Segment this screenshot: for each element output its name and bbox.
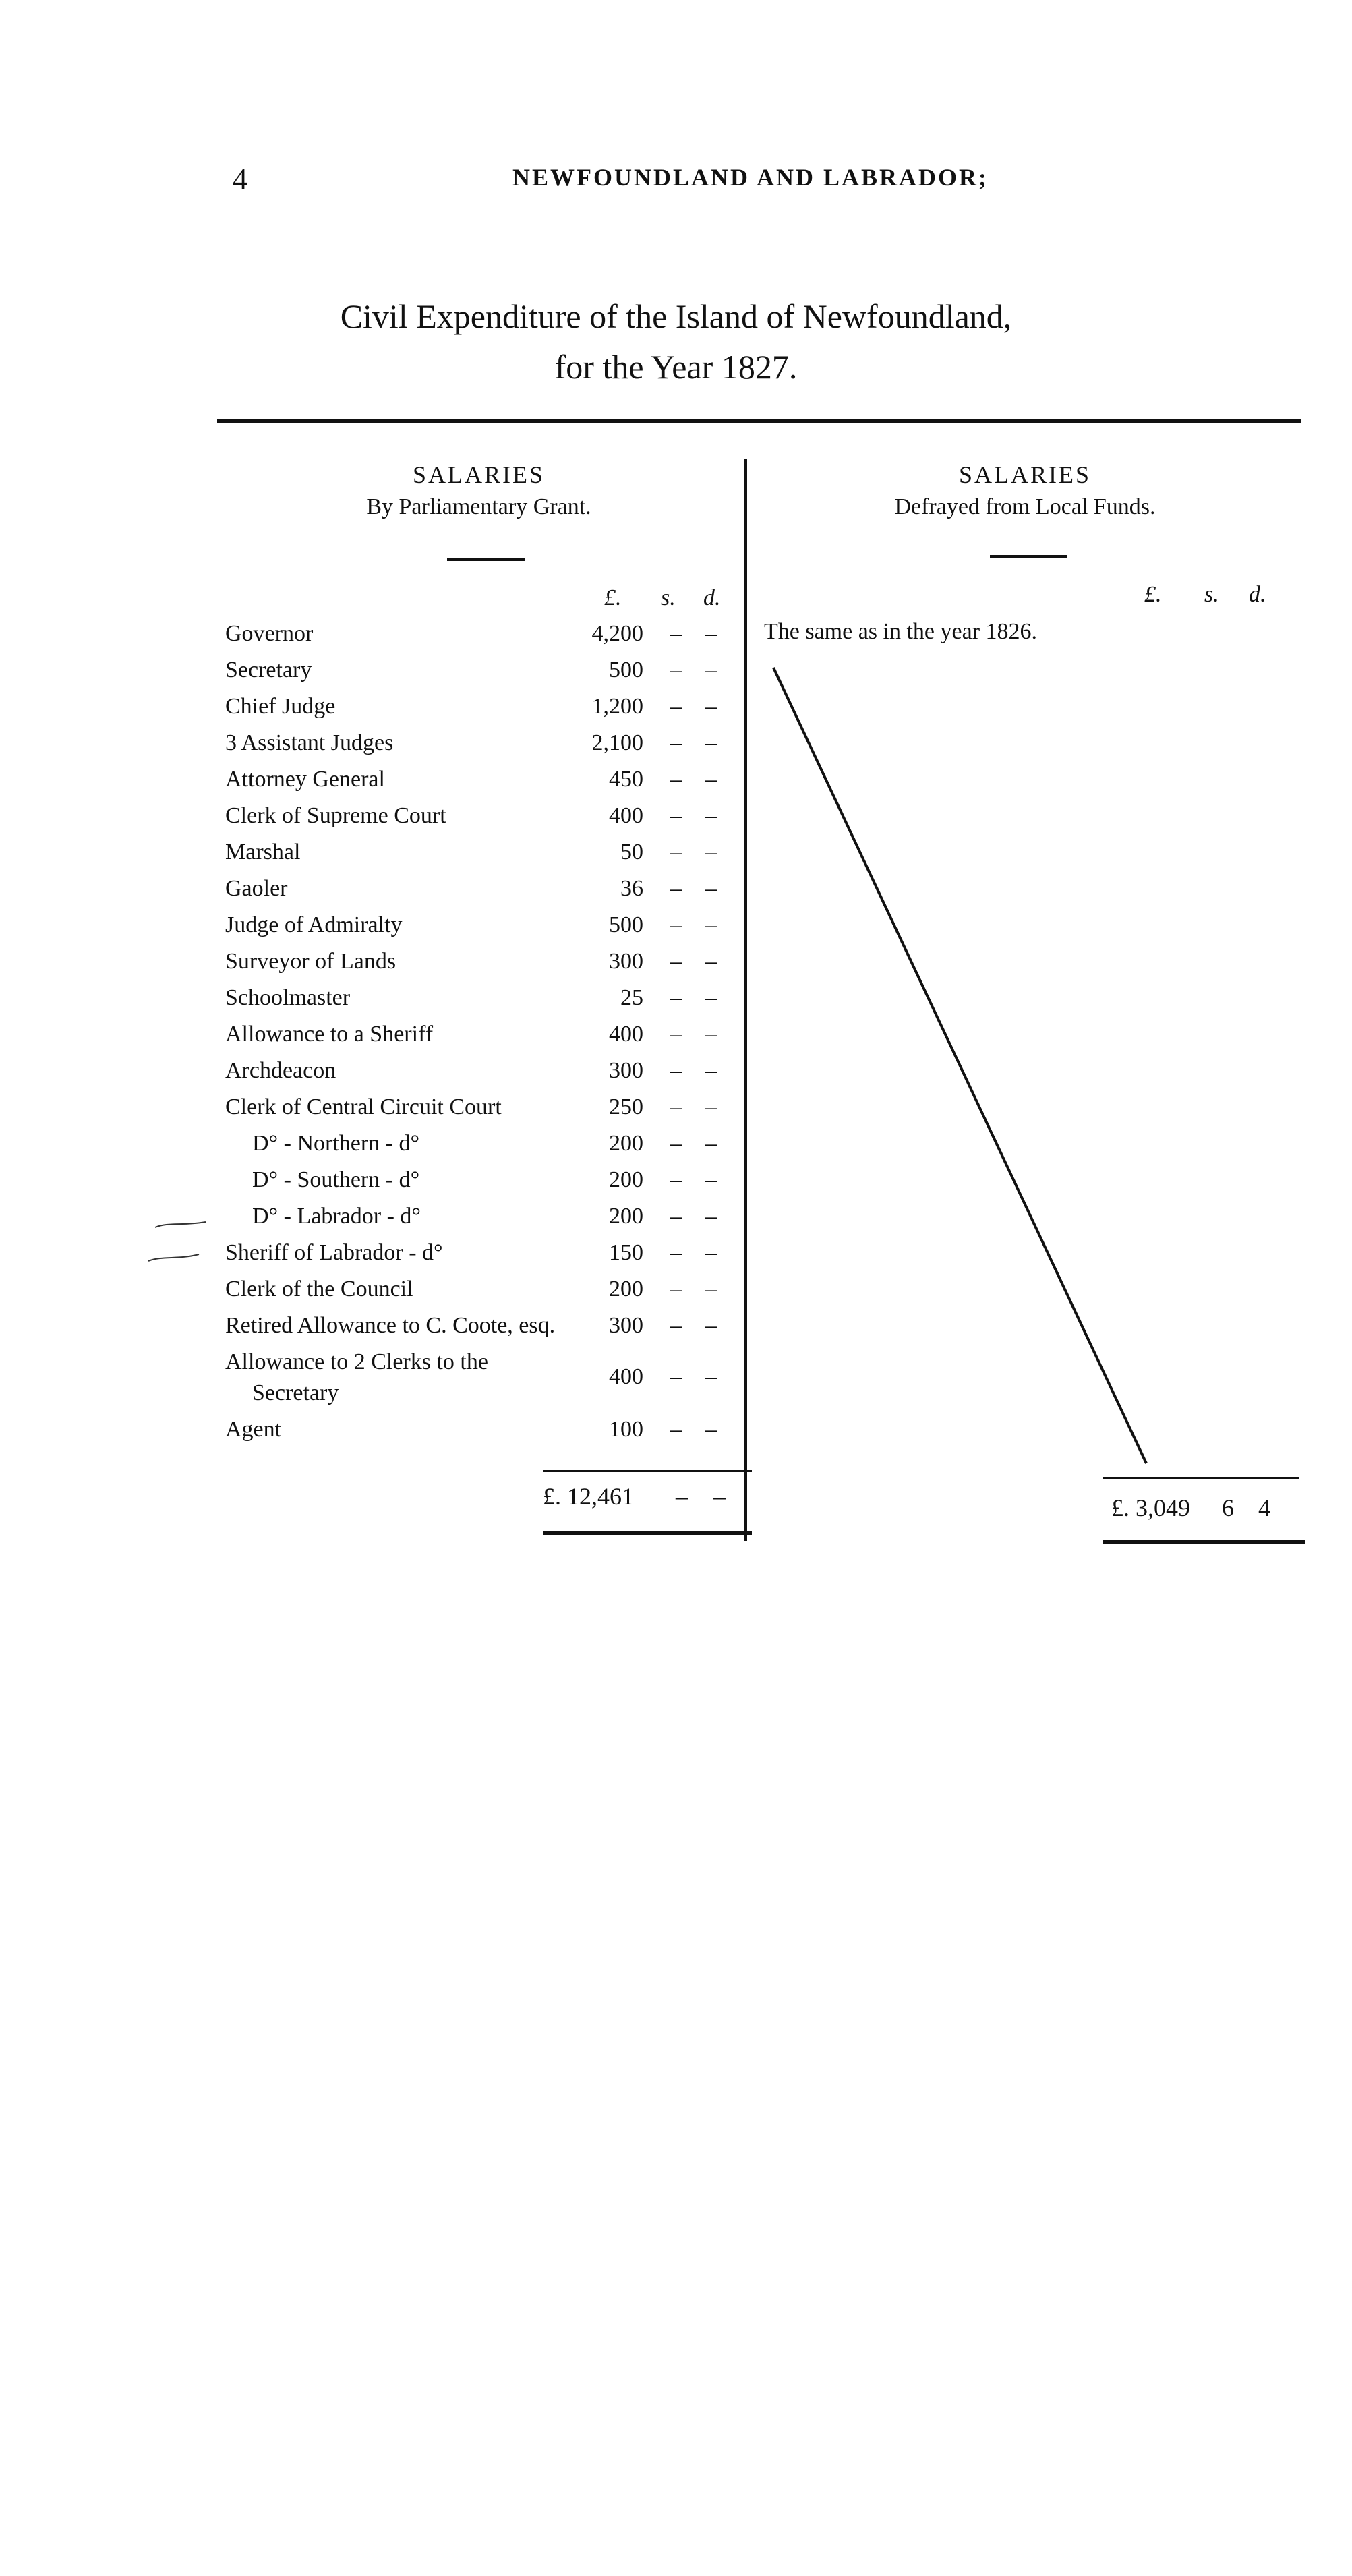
row-label: Retired Allowance to C. Coote, esq.: [225, 1313, 556, 1338]
row-shillings: –: [670, 1094, 682, 1119]
right-pence-header: d.: [1249, 582, 1266, 607]
row-pence: –: [705, 1022, 717, 1047]
right-pounds-header: £.: [1144, 582, 1162, 607]
row-label: Surveyor of Lands: [225, 949, 396, 974]
row-pence: –: [705, 840, 717, 865]
row-pence: –: [705, 1204, 717, 1229]
left-pence-header: d.: [703, 585, 721, 610]
right-total-double-rule: [1103, 1540, 1305, 1544]
right-total-rule: [1103, 1477, 1299, 1479]
row-pounds: 500: [609, 912, 643, 937]
left-total-pence: –: [713, 1483, 726, 1510]
row-pounds: 200: [609, 1167, 643, 1192]
row-shillings: –: [670, 1313, 682, 1338]
row-pounds: 2,100: [591, 730, 643, 755]
row-shillings: –: [670, 1131, 682, 1156]
row-pence: –: [705, 767, 717, 792]
row-pounds: 1,200: [591, 694, 643, 719]
row-shillings: –: [670, 621, 682, 646]
row-pounds: 450: [609, 767, 643, 792]
left-column-heading: SALARIES: [412, 461, 546, 488]
row-pounds: 300: [609, 949, 643, 974]
row-shillings: –: [670, 1167, 682, 1192]
row-shillings: –: [670, 1240, 682, 1265]
row-label: Gaoler: [225, 876, 288, 901]
row-label: Governor: [225, 621, 314, 646]
row-pounds: 25: [620, 985, 643, 1010]
row-pence: –: [705, 730, 717, 755]
row-shillings: –: [670, 803, 682, 828]
row-label-continued: Secretary: [252, 1380, 339, 1405]
row-shillings: –: [670, 730, 682, 755]
row-label: Clerk of Central Circuit Court: [225, 1094, 502, 1119]
row-label: Schoolmaster: [225, 985, 351, 1010]
row-pounds: 200: [609, 1277, 643, 1301]
row-shillings: –: [670, 985, 682, 1010]
left-total-double-rule: [543, 1531, 752, 1535]
row-pence: –: [705, 1417, 717, 1442]
page-number: 4: [233, 163, 247, 196]
right-column-subheading: Defrayed from Local Funds.: [894, 494, 1156, 519]
left-total-amount: £. 12,461: [543, 1483, 634, 1510]
row-shillings: –: [670, 694, 682, 719]
right-column-heading: SALARIES: [958, 461, 1092, 488]
row-pence: –: [705, 1364, 717, 1389]
row-shillings: –: [670, 1204, 682, 1229]
left-total-shillings: –: [676, 1483, 688, 1510]
row-pounds: 200: [609, 1204, 643, 1229]
row-label: Archdeacon: [225, 1058, 336, 1083]
row-pence: –: [705, 1313, 717, 1338]
right-total-pence: 4: [1258, 1494, 1270, 1521]
row-pounds: 400: [609, 803, 643, 828]
row-label: D° - Southern - d°: [252, 1167, 420, 1192]
row-shillings: –: [670, 840, 682, 865]
page-title-line-1: Civil Expenditure of the Island of Newfoundland,: [340, 297, 1012, 335]
row-pounds: 300: [609, 1313, 643, 1338]
row-shillings: –: [670, 1417, 682, 1442]
row-pounds: 400: [609, 1364, 643, 1389]
row-shillings: –: [670, 657, 682, 682]
row-pence: –: [705, 1277, 717, 1301]
row-pence: –: [705, 657, 717, 682]
right-column-note: The same as in the year 1826.: [764, 619, 1038, 644]
row-pounds: 300: [609, 1058, 643, 1083]
right-shillings-header: s.: [1204, 582, 1219, 607]
row-pounds: 400: [609, 1022, 643, 1047]
margin-scribble: [142, 1207, 223, 1275]
row-pence: –: [705, 1094, 717, 1119]
row-shillings: –: [670, 912, 682, 937]
row-pence: –: [705, 1167, 717, 1192]
row-label: D° - Northern - d°: [252, 1131, 420, 1156]
row-label: Marshal: [225, 840, 301, 865]
row-pence: –: [705, 694, 717, 719]
row-pounds: 150: [609, 1240, 643, 1265]
row-pounds: 50: [620, 840, 643, 865]
row-shillings: –: [670, 1277, 682, 1301]
row-label: Allowance to a Sheriff: [225, 1022, 434, 1047]
row-label: Secretary: [225, 657, 312, 682]
row-label: Chief Judge: [225, 694, 336, 719]
row-pounds: 250: [609, 1094, 643, 1119]
row-label: Clerk of Supreme Court: [225, 803, 446, 828]
row-pounds: 200: [609, 1131, 643, 1156]
running-head: NEWFOUNDLAND AND LABRADOR;: [512, 164, 989, 191]
right-total-amount: £. 3,049: [1111, 1494, 1190, 1521]
left-total-rule: [543, 1470, 752, 1472]
row-pence: –: [705, 949, 717, 974]
row-pence: –: [705, 912, 717, 937]
row-shillings: –: [670, 1364, 682, 1389]
page-title-line-2: for the Year 1827.: [554, 348, 798, 386]
row-pounds: 4,200: [591, 621, 643, 646]
row-pence: –: [705, 985, 717, 1010]
left-pounds-header: £.: [604, 585, 622, 610]
row-label: Clerk of the Council: [225, 1277, 413, 1301]
row-shillings: –: [670, 876, 682, 901]
row-pence: –: [705, 803, 717, 828]
row-label: Judge of Admiralty: [225, 912, 403, 937]
left-column-subheading: By Parliamentary Grant.: [366, 494, 591, 519]
row-pence: –: [705, 1131, 717, 1156]
row-pounds: 36: [620, 876, 643, 901]
row-pence: –: [705, 1240, 717, 1265]
row-pence: –: [705, 876, 717, 901]
row-shillings: –: [670, 1058, 682, 1083]
row-pounds: 500: [609, 657, 643, 682]
row-pence: –: [705, 1058, 717, 1083]
row-shillings: –: [670, 767, 682, 792]
left-shillings-header: s.: [661, 585, 676, 610]
row-label: Allowance to 2 Clerks to the: [225, 1349, 488, 1374]
row-shillings: –: [670, 949, 682, 974]
row-pounds: 100: [609, 1417, 643, 1442]
row-label: 3 Assistant Judges: [225, 730, 394, 755]
row-pence: –: [705, 621, 717, 646]
row-label: Sheriff of Labrador - d°: [225, 1240, 443, 1265]
row-shillings: –: [670, 1022, 682, 1047]
right-total-shillings: 6: [1222, 1494, 1234, 1521]
row-label: D° - Labrador - d°: [252, 1204, 421, 1229]
row-label: Agent: [225, 1417, 282, 1442]
row-label: Attorney General: [225, 767, 385, 792]
